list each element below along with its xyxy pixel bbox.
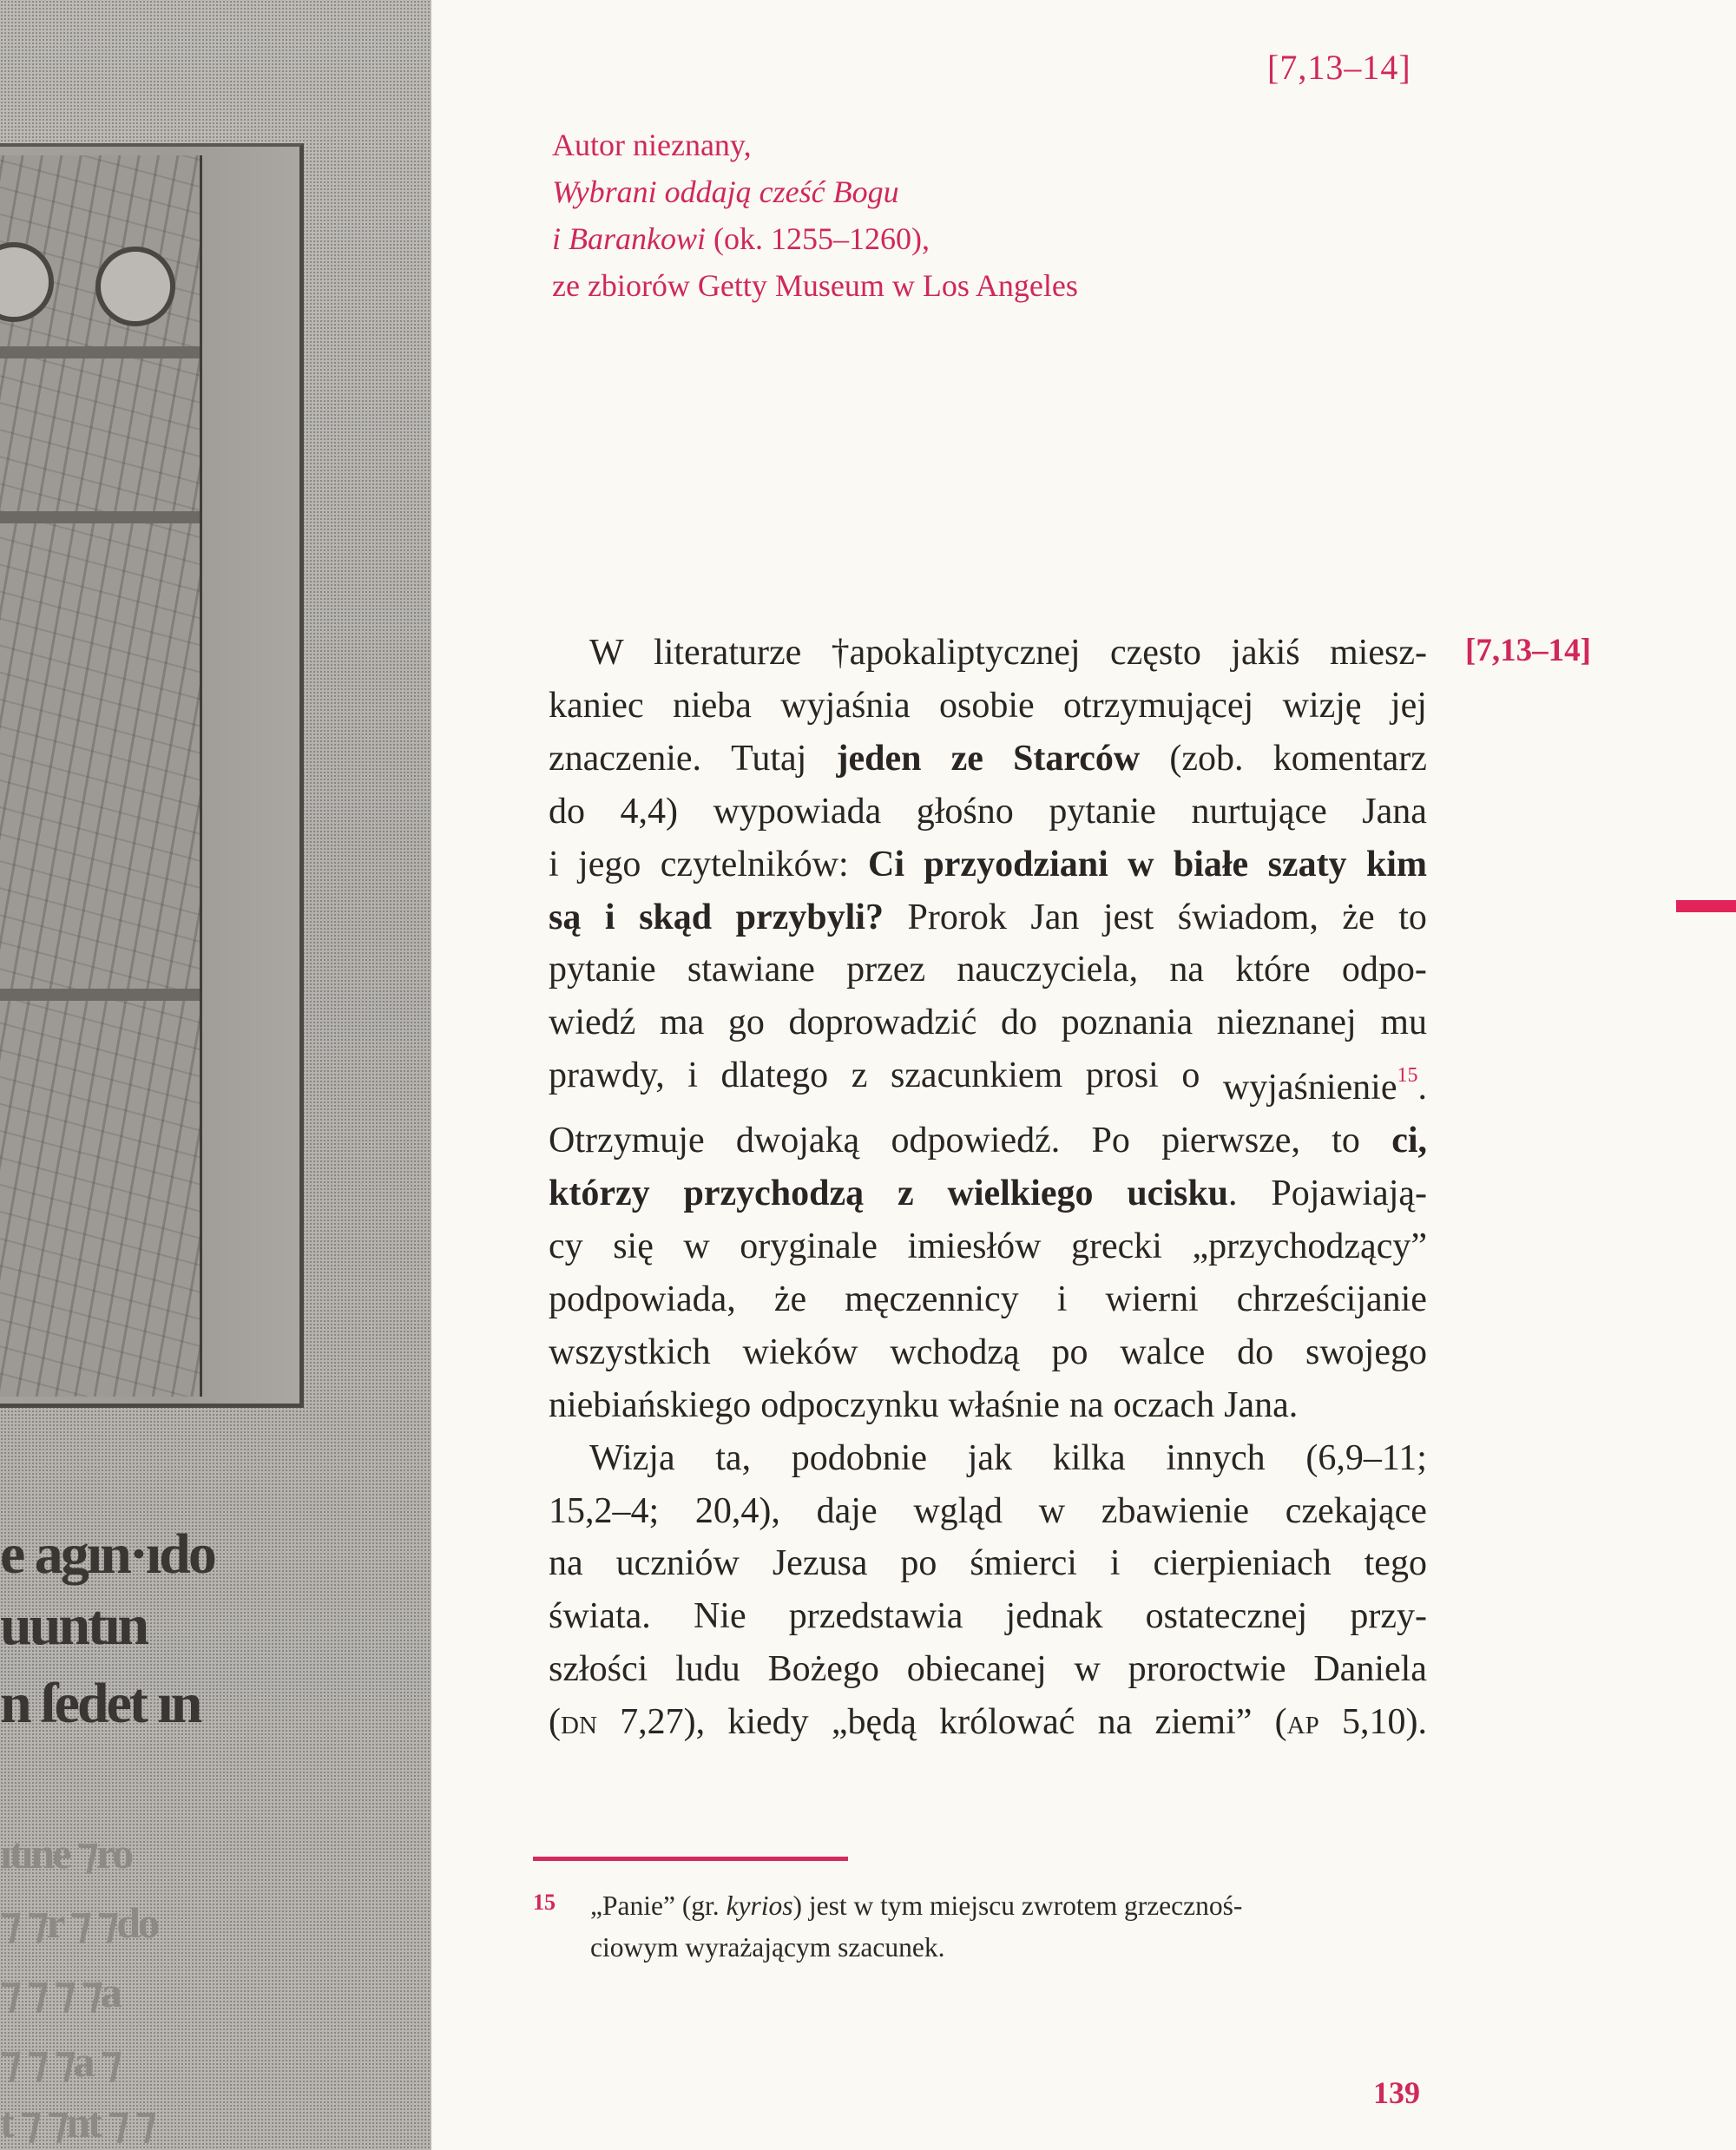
word: świadom, xyxy=(1177,897,1318,937)
word: w xyxy=(1128,844,1154,884)
word: właśnie xyxy=(948,1384,1060,1425)
body-line xyxy=(549,1167,1427,1220)
word: imiesłów xyxy=(907,1226,1042,1266)
word: „będą xyxy=(831,1702,917,1743)
word: przychodzą xyxy=(683,1174,865,1214)
word: prawdy, xyxy=(549,1055,665,1096)
word: doprowadzić xyxy=(788,1003,977,1043)
word: dwojaką xyxy=(735,1121,860,1161)
word: często xyxy=(1109,633,1201,673)
word: ludu xyxy=(675,1649,740,1690)
word: przy- xyxy=(1350,1596,1427,1637)
word: kim xyxy=(1365,844,1427,884)
word: Jana. xyxy=(1224,1384,1299,1425)
word: jednak xyxy=(1005,1596,1103,1637)
word: †apokaliptycznej xyxy=(831,633,1081,673)
footnote-text: ) jest w tym miejscu zwrotem grzecznoś- xyxy=(792,1890,1243,1921)
faint-text-line: ıtıne ⁊ro xyxy=(0,1829,132,1877)
footnote-number: 15 xyxy=(533,1890,556,1915)
word: W xyxy=(589,633,624,673)
word: i xyxy=(687,1055,698,1096)
body-line xyxy=(549,1114,1427,1167)
caption-title-cont: i Barankowi xyxy=(552,221,706,256)
word: przyodziani xyxy=(924,844,1108,884)
word: do xyxy=(549,791,585,832)
word: literaturze xyxy=(654,633,802,673)
word: 5,10). xyxy=(1341,1702,1427,1743)
body-line xyxy=(549,1326,1427,1379)
word: Jana xyxy=(1362,791,1427,832)
caption-title: Wybrani oddają cześć Bogu xyxy=(552,174,899,209)
word: szaty xyxy=(1267,844,1347,884)
word: i xyxy=(604,897,615,937)
word: poznania xyxy=(1061,1003,1194,1043)
word: się xyxy=(613,1226,654,1266)
word: ta, xyxy=(715,1437,752,1478)
word: ci, xyxy=(1391,1121,1427,1161)
word: którzy xyxy=(549,1174,650,1214)
word: męczennicy xyxy=(845,1279,1019,1319)
word: w xyxy=(1074,1649,1101,1690)
body-line xyxy=(549,1220,1427,1273)
caption-date: (ok. 1255–1260), xyxy=(706,221,930,256)
word: niebiańskiego xyxy=(549,1384,752,1425)
word: że xyxy=(773,1279,807,1319)
word: świata. xyxy=(549,1596,651,1637)
word: 7,27), xyxy=(620,1702,706,1743)
word: pierwsze, xyxy=(1161,1121,1300,1161)
body-line xyxy=(549,627,1427,680)
word: daje xyxy=(816,1490,878,1531)
word: nieznanej xyxy=(1216,1003,1357,1043)
word: (ap xyxy=(1274,1702,1319,1743)
word: kiedy xyxy=(727,1702,809,1743)
word: Wizja xyxy=(589,1437,675,1478)
word: przybyli? xyxy=(735,897,884,937)
word: białe xyxy=(1173,844,1249,884)
manuscript-band xyxy=(0,511,200,523)
word: stawiane xyxy=(687,950,815,990)
word: ma xyxy=(659,1003,705,1043)
manuscript-miniature xyxy=(0,155,202,1397)
word: w xyxy=(683,1226,710,1266)
word: wchodzą xyxy=(890,1331,1020,1372)
word: to xyxy=(1398,897,1427,937)
body-line xyxy=(549,1590,1427,1643)
word: jest xyxy=(1102,897,1154,937)
word: osobie xyxy=(938,685,1035,726)
word: po xyxy=(1051,1331,1088,1372)
word: (zob. xyxy=(1169,738,1244,779)
body-line xyxy=(549,680,1427,733)
word: wieków xyxy=(742,1331,858,1372)
body-line xyxy=(549,1432,1427,1485)
word: odpowiedź. xyxy=(891,1121,1061,1161)
word: szacunkiem xyxy=(890,1055,1063,1096)
faint-text-line: ⁊ ⁊ ⁊ ⁊a xyxy=(0,1968,120,2016)
word: wiedź xyxy=(549,1003,636,1043)
word: komentarz xyxy=(1272,738,1427,779)
halo-figure xyxy=(95,247,175,326)
word: Po xyxy=(1091,1121,1130,1161)
word: kilka xyxy=(1052,1437,1126,1478)
footnote-line: ciowym wyrażającym szacunek. xyxy=(590,1932,945,1963)
word: wyjaśnienie$^{15}$. xyxy=(1222,1064,1427,1108)
word: w xyxy=(1038,1490,1066,1531)
footnote-greek-term: kyrios xyxy=(726,1890,793,1921)
word: jego xyxy=(578,844,641,884)
gothic-text-line: uuntın xyxy=(0,1594,148,1657)
footnote-text: „Panie” (gr. xyxy=(590,1890,727,1921)
body-line xyxy=(549,1537,1427,1590)
caption-title-date xyxy=(552,215,1212,262)
faint-text-line: ⁊ ⁊ ⁊a ⁊ xyxy=(0,2037,120,2086)
word: Jezusa xyxy=(772,1543,868,1584)
word: tego xyxy=(1364,1543,1427,1584)
word: Bożego xyxy=(767,1649,879,1690)
word: go xyxy=(727,1003,765,1043)
word: i xyxy=(1109,1543,1121,1584)
word: podobnie xyxy=(791,1437,928,1478)
word: wielkiego xyxy=(947,1174,1094,1214)
body-line xyxy=(549,1643,1427,1696)
body-line xyxy=(549,1485,1427,1538)
word: chrześcijanie xyxy=(1236,1279,1427,1319)
word: nieba xyxy=(672,685,752,726)
word: (dn xyxy=(549,1702,597,1743)
word: do xyxy=(1000,1003,1037,1043)
footnote-line xyxy=(590,1885,1436,1927)
word: kaniec xyxy=(549,685,644,726)
word: oryginale xyxy=(740,1226,878,1266)
word: jak xyxy=(967,1437,1013,1478)
word: do xyxy=(1237,1331,1274,1372)
word: prosi xyxy=(1085,1055,1159,1096)
word: Starców xyxy=(1013,738,1141,779)
word: otrzymującej xyxy=(1063,685,1254,726)
word: wyjaśnia xyxy=(780,685,911,726)
word: wizję xyxy=(1282,685,1362,726)
commentary-body xyxy=(549,627,1427,1749)
word: przedstawia xyxy=(788,1596,963,1637)
margin-reference: [7,13–14] xyxy=(1465,633,1591,668)
illustration-caption xyxy=(552,122,1212,309)
word: ostatecznej xyxy=(1145,1596,1308,1637)
word: pytanie xyxy=(549,950,656,990)
word: wgląd xyxy=(913,1490,1003,1531)
gothic-text-line: n ſedet ın xyxy=(0,1672,201,1735)
manuscript-band xyxy=(0,346,200,358)
body-line xyxy=(549,1273,1427,1326)
word: Pojawiają- xyxy=(1271,1174,1427,1214)
running-head-reference: [7,13–14] xyxy=(1267,48,1411,87)
page-number: 139 xyxy=(1373,2075,1420,2110)
caption-collection: ze zbiorów Getty Museum w Los Angeles xyxy=(552,268,1078,303)
word: że xyxy=(1342,897,1375,937)
body-line xyxy=(549,733,1427,786)
word: skąd xyxy=(639,897,713,937)
word: głośno xyxy=(916,791,1014,832)
faint-text-line: t ⁊ ⁊nt ⁊ ⁊ xyxy=(0,2098,155,2147)
body-line xyxy=(549,786,1427,838)
chapter-thumb-tab xyxy=(1676,900,1736,912)
word: ziemi” xyxy=(1154,1702,1253,1743)
gothic-text-line: e agın·ıdo xyxy=(0,1522,214,1586)
word: mu xyxy=(1380,1003,1427,1043)
word: i xyxy=(1056,1279,1068,1319)
body-line xyxy=(549,1379,1427,1432)
word: odpo- xyxy=(1341,950,1427,990)
word: z xyxy=(897,1174,914,1214)
word: wszystkich xyxy=(549,1331,711,1372)
word: wypowiada xyxy=(713,791,882,832)
body-line xyxy=(549,838,1427,891)
word: ze xyxy=(950,738,983,779)
word: cierpieniach xyxy=(1153,1543,1332,1584)
word: na xyxy=(1069,1384,1104,1425)
caption-author: Autor nieznany, xyxy=(552,128,752,162)
word: Otrzymuje xyxy=(549,1121,705,1161)
manuscript-illustration xyxy=(0,0,431,2150)
word: o xyxy=(1181,1055,1200,1096)
word: innych xyxy=(1166,1437,1266,1478)
word: na xyxy=(1097,1702,1133,1743)
word: po xyxy=(900,1543,937,1584)
word: dlatego xyxy=(720,1055,829,1096)
body-line xyxy=(549,891,1427,944)
word: proroctwie xyxy=(1128,1649,1286,1690)
word: czytelników: xyxy=(660,844,849,884)
word: odpoczynku xyxy=(760,1384,939,1425)
word: Prorok xyxy=(907,897,1007,937)
word: miesz- xyxy=(1330,633,1427,673)
word: szłości xyxy=(549,1649,648,1690)
word: pytanie xyxy=(1049,791,1156,832)
word: z xyxy=(851,1055,868,1096)
word: grecki xyxy=(1071,1226,1162,1266)
word: 4,4) xyxy=(620,791,679,832)
word: które xyxy=(1235,950,1311,990)
body-line xyxy=(549,996,1427,1049)
word: Ci xyxy=(868,844,905,884)
word: znaczenie. xyxy=(549,738,702,779)
word: Nie xyxy=(693,1596,746,1637)
word: (6,9–11; xyxy=(1305,1437,1427,1478)
word: swojego xyxy=(1305,1331,1427,1372)
word: nauczyciela, xyxy=(957,950,1139,990)
word: jeden xyxy=(836,738,922,779)
word: uczniów xyxy=(615,1543,740,1584)
word: wierni xyxy=(1105,1279,1199,1319)
halo-figure xyxy=(0,242,54,322)
word: ucisku. xyxy=(1127,1174,1238,1214)
word: obiecanej xyxy=(906,1649,1047,1690)
word: są xyxy=(549,897,582,937)
word: przez xyxy=(846,950,926,990)
word: Daniela xyxy=(1313,1649,1427,1690)
word: i xyxy=(549,844,559,884)
word: walce xyxy=(1120,1331,1206,1372)
word: oczach xyxy=(1113,1384,1215,1425)
word: jakiś xyxy=(1231,633,1300,673)
word: „przychodzący” xyxy=(1192,1226,1427,1266)
manuscript-band xyxy=(0,989,200,1001)
word: nurtujące xyxy=(1191,791,1327,832)
body-line xyxy=(549,1696,1427,1749)
footnote xyxy=(533,1885,1436,1969)
word: to xyxy=(1332,1121,1360,1161)
word: Tutaj xyxy=(731,738,807,779)
word: czekające xyxy=(1285,1490,1427,1531)
word: na xyxy=(549,1543,583,1584)
word: cy xyxy=(549,1226,583,1266)
word: 15,2–4; xyxy=(549,1490,660,1531)
manuscript-frame xyxy=(0,143,304,1408)
word: królować xyxy=(939,1702,1075,1743)
word: zbawienie xyxy=(1101,1490,1250,1531)
word: 20,4), xyxy=(694,1490,780,1531)
word: jej xyxy=(1390,685,1427,726)
word: śmierci xyxy=(970,1543,1077,1584)
body-line xyxy=(549,1049,1427,1114)
footnote-rule xyxy=(533,1857,848,1861)
faint-text-line: ⁊ ⁊r ⁊ ⁊do xyxy=(0,1898,158,1947)
word: podpowiada, xyxy=(549,1279,736,1319)
body-line xyxy=(549,944,1427,996)
word: na xyxy=(1169,950,1205,990)
word: Jan xyxy=(1030,897,1080,937)
